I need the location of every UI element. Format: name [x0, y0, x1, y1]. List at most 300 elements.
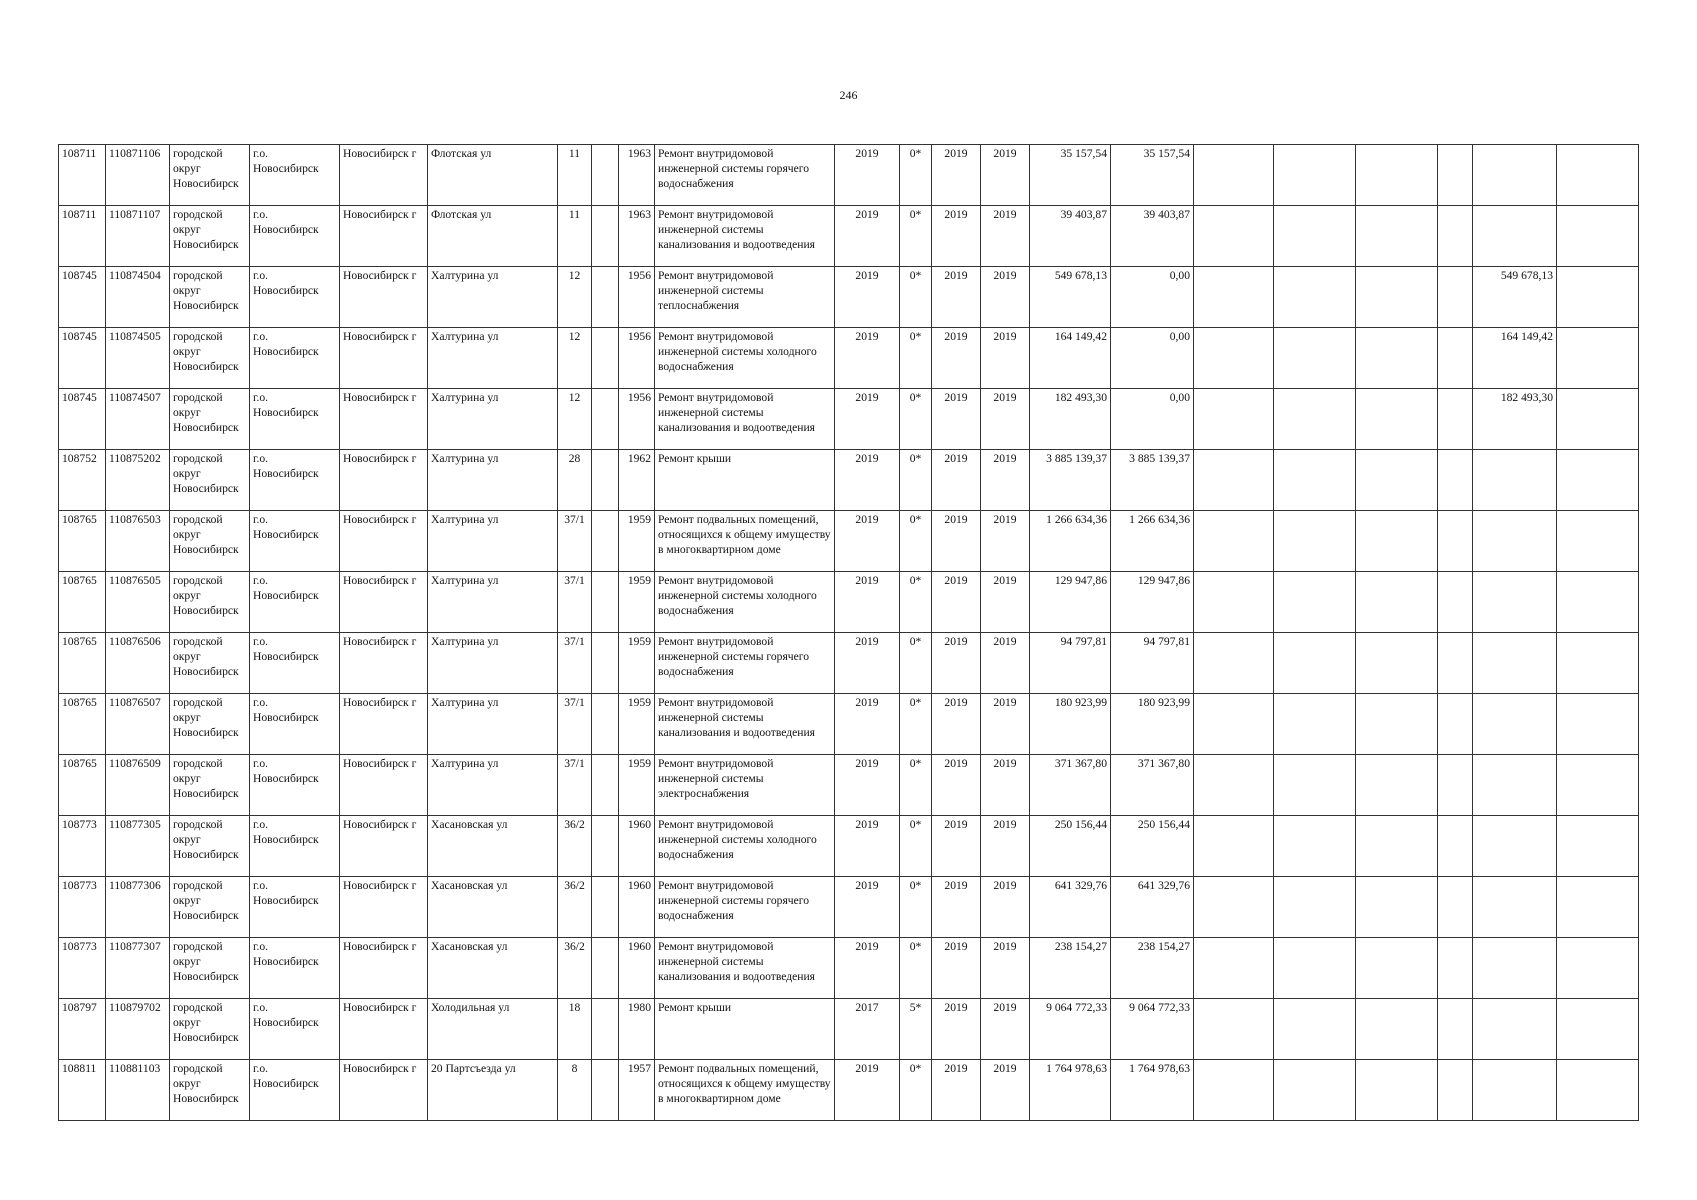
work-id-cell: 110877305: [106, 816, 170, 877]
cost-col-18-cell: [1274, 755, 1356, 816]
locality-cell: Новосибирск г: [340, 938, 428, 999]
construction-year-cell: 1956: [619, 267, 655, 328]
house-number-cell: 28: [558, 450, 592, 511]
start-year-cell: 2019: [932, 999, 981, 1060]
municipality-cell: городской округ Новосибирск: [170, 206, 250, 267]
work-id-cell: 110874507: [106, 389, 170, 450]
record-id-cell: 108765: [59, 511, 106, 572]
end-year-cell: 2019: [981, 877, 1030, 938]
record-id-cell: 108745: [59, 267, 106, 328]
work-type-cell: Ремонт внутридомовой инженерной системы канализования и водоотведения: [655, 389, 835, 450]
house-number-cell: 12: [558, 328, 592, 389]
construction-year-cell: 1959: [619, 755, 655, 816]
construction-year-cell: 1963: [619, 145, 655, 206]
locality-cell: Новосибирск г: [340, 145, 428, 206]
work-type-cell: Ремонт внутридомовой инженерной системы холодного водоснабжения: [655, 816, 835, 877]
municipality-cell: городской округ Новосибирск: [170, 389, 250, 450]
repair-registry-table: [58, 144, 1639, 1121]
cost-col-20-cell: [1438, 328, 1473, 389]
cost-col-20-cell: [1438, 572, 1473, 633]
start-year-cell: 2019: [932, 694, 981, 755]
municipal-district-cell: г.о. Новосибирск: [250, 572, 340, 633]
table-body: [59, 145, 1639, 1121]
start-year-cell: 2019: [932, 389, 981, 450]
start-year-cell: 2019: [932, 328, 981, 389]
building-cell: [592, 511, 619, 572]
total-cost-cell: 549 678,13: [1030, 267, 1111, 328]
cost-col-22-cell: [1557, 511, 1639, 572]
cost-col-19-cell: [1356, 633, 1438, 694]
planned-year-cell: 2019: [835, 206, 900, 267]
record-id-cell: 108773: [59, 938, 106, 999]
municipal-district-cell: г.о. Новосибирск: [250, 389, 340, 450]
end-year-cell: 2019: [981, 999, 1030, 1060]
street-cell: Халтурина ул: [428, 389, 558, 450]
construction-year-cell: 1956: [619, 328, 655, 389]
cost-col-20-cell: [1438, 877, 1473, 938]
cost-col-18-cell: [1274, 389, 1356, 450]
fund-cost-cell: 641 329,76: [1111, 877, 1194, 938]
cost-col-22-cell: [1557, 938, 1639, 999]
record-id-cell: 108765: [59, 755, 106, 816]
building-cell: [592, 267, 619, 328]
municipality-cell: городской округ Новосибирск: [170, 1060, 250, 1121]
house-number-cell: 37/1: [558, 755, 592, 816]
start-year-cell: 2019: [932, 877, 981, 938]
cost-col-17-cell: [1194, 633, 1274, 694]
municipal-district-cell: г.о. Новосибирск: [250, 145, 340, 206]
street-cell: Хасановская ул: [428, 938, 558, 999]
building-cell: [592, 572, 619, 633]
cost-col-19-cell: [1356, 145, 1438, 206]
house-number-cell: 12: [558, 389, 592, 450]
cost-col-22-cell: [1557, 145, 1639, 206]
rating-cell: 0*: [900, 694, 932, 755]
cost-col-18-cell: [1274, 328, 1356, 389]
end-year-cell: 2019: [981, 267, 1030, 328]
cost-col-18-cell: [1274, 816, 1356, 877]
fund-cost-cell: 371 367,80: [1111, 755, 1194, 816]
table-row: [59, 450, 1639, 511]
cost-col-18-cell: [1274, 999, 1356, 1060]
record-id-cell: 108811: [59, 1060, 106, 1121]
cost-col-19-cell: [1356, 267, 1438, 328]
municipality-cell: городской округ Новосибирск: [170, 572, 250, 633]
municipality-cell: городской округ Новосибирск: [170, 145, 250, 206]
street-cell: Холодильная ул: [428, 999, 558, 1060]
table-row: [59, 816, 1639, 877]
cost-col-17-cell: [1194, 389, 1274, 450]
owner-cost-cell: [1473, 206, 1557, 267]
municipality-cell: городской округ Новосибирск: [170, 816, 250, 877]
municipal-district-cell: г.о. Новосибирск: [250, 877, 340, 938]
cost-col-19-cell: [1356, 572, 1438, 633]
rating-cell: 0*: [900, 511, 932, 572]
end-year-cell: 2019: [981, 145, 1030, 206]
end-year-cell: 2019: [981, 755, 1030, 816]
house-number-cell: 36/2: [558, 938, 592, 999]
municipality-cell: городской округ Новосибирск: [170, 755, 250, 816]
cost-col-20-cell: [1438, 267, 1473, 328]
building-cell: [592, 755, 619, 816]
work-type-cell: Ремонт внутридомовой инженерной системы теплоснабжения: [655, 267, 835, 328]
municipality-cell: городской округ Новосибирск: [170, 938, 250, 999]
municipality-cell: городской округ Новосибирск: [170, 511, 250, 572]
end-year-cell: 2019: [981, 389, 1030, 450]
cost-col-19-cell: [1356, 877, 1438, 938]
end-year-cell: 2019: [981, 572, 1030, 633]
total-cost-cell: 129 947,86: [1030, 572, 1111, 633]
record-id-cell: 108711: [59, 206, 106, 267]
owner-cost-cell: [1473, 938, 1557, 999]
house-number-cell: 37/1: [558, 694, 592, 755]
rating-cell: 0*: [900, 206, 932, 267]
rating-cell: 0*: [900, 877, 932, 938]
cost-col-19-cell: [1356, 816, 1438, 877]
locality-cell: Новосибирск г: [340, 206, 428, 267]
cost-col-17-cell: [1194, 938, 1274, 999]
street-cell: 20 Партсъезда ул: [428, 1060, 558, 1121]
planned-year-cell: 2019: [835, 1060, 900, 1121]
locality-cell: Новосибирск г: [340, 450, 428, 511]
street-cell: Халтурина ул: [428, 572, 558, 633]
cost-col-17-cell: [1194, 206, 1274, 267]
construction-year-cell: 1960: [619, 938, 655, 999]
cost-col-19-cell: [1356, 206, 1438, 267]
rating-cell: 0*: [900, 389, 932, 450]
work-id-cell: 110871107: [106, 206, 170, 267]
end-year-cell: 2019: [981, 450, 1030, 511]
end-year-cell: 2019: [981, 328, 1030, 389]
work-type-cell: Ремонт внутридомовой инженерной системы горячего водоснабжения: [655, 877, 835, 938]
cost-col-22-cell: [1557, 694, 1639, 755]
street-cell: Хасановская ул: [428, 877, 558, 938]
planned-year-cell: 2019: [835, 511, 900, 572]
rating-cell: 0*: [900, 328, 932, 389]
total-cost-cell: 39 403,87: [1030, 206, 1111, 267]
total-cost-cell: 250 156,44: [1030, 816, 1111, 877]
street-cell: Хасановская ул: [428, 816, 558, 877]
planned-year-cell: 2019: [835, 694, 900, 755]
owner-cost-cell: [1473, 1060, 1557, 1121]
municipal-district-cell: г.о. Новосибирск: [250, 755, 340, 816]
cost-col-20-cell: [1438, 938, 1473, 999]
fund-cost-cell: 94 797,81: [1111, 633, 1194, 694]
house-number-cell: 11: [558, 145, 592, 206]
construction-year-cell: 1959: [619, 633, 655, 694]
work-type-cell: Ремонт подвальных помещений, относящихся к общему имуществу в многоквартирном доме: [655, 1060, 835, 1121]
cost-col-19-cell: [1356, 328, 1438, 389]
cost-col-20-cell: [1438, 999, 1473, 1060]
work-id-cell: 110874505: [106, 328, 170, 389]
municipal-district-cell: г.о. Новосибирск: [250, 267, 340, 328]
planned-year-cell: 2019: [835, 145, 900, 206]
municipality-cell: городской округ Новосибирск: [170, 877, 250, 938]
fund-cost-cell: 238 154,27: [1111, 938, 1194, 999]
cost-col-20-cell: [1438, 206, 1473, 267]
table-row: [59, 877, 1639, 938]
owner-cost-cell: 182 493,30: [1473, 389, 1557, 450]
cost-col-20-cell: [1438, 755, 1473, 816]
cost-col-22-cell: [1557, 755, 1639, 816]
table-row: [59, 755, 1639, 816]
work-type-cell: Ремонт крыши: [655, 999, 835, 1060]
planned-year-cell: 2019: [835, 877, 900, 938]
cost-col-18-cell: [1274, 450, 1356, 511]
table-row: [59, 267, 1639, 328]
cost-col-20-cell: [1438, 450, 1473, 511]
owner-cost-cell: 164 149,42: [1473, 328, 1557, 389]
planned-year-cell: 2019: [835, 389, 900, 450]
house-number-cell: 36/2: [558, 816, 592, 877]
municipal-district-cell: г.о. Новосибирск: [250, 999, 340, 1060]
municipal-district-cell: г.о. Новосибирск: [250, 1060, 340, 1121]
locality-cell: Новосибирск г: [340, 511, 428, 572]
work-id-cell: 110879702: [106, 999, 170, 1060]
end-year-cell: 2019: [981, 816, 1030, 877]
total-cost-cell: 371 367,80: [1030, 755, 1111, 816]
total-cost-cell: 35 157,54: [1030, 145, 1111, 206]
planned-year-cell: 2019: [835, 633, 900, 694]
owner-cost-cell: [1473, 755, 1557, 816]
work-type-cell: Ремонт внутридомовой инженерной системы электроснабжения: [655, 755, 835, 816]
locality-cell: Новосибирск г: [340, 999, 428, 1060]
start-year-cell: 2019: [932, 816, 981, 877]
cost-col-20-cell: [1438, 145, 1473, 206]
building-cell: [592, 389, 619, 450]
street-cell: Флотская ул: [428, 206, 558, 267]
cost-col-20-cell: [1438, 694, 1473, 755]
start-year-cell: 2019: [932, 267, 981, 328]
municipal-district-cell: г.о. Новосибирск: [250, 816, 340, 877]
work-id-cell: 110876506: [106, 633, 170, 694]
cost-col-22-cell: [1557, 1060, 1639, 1121]
cost-col-18-cell: [1274, 206, 1356, 267]
end-year-cell: 2019: [981, 206, 1030, 267]
record-id-cell: 108745: [59, 328, 106, 389]
municipal-district-cell: г.о. Новосибирск: [250, 206, 340, 267]
work-id-cell: 110875202: [106, 450, 170, 511]
cost-col-17-cell: [1194, 511, 1274, 572]
locality-cell: Новосибирск г: [340, 328, 428, 389]
locality-cell: Новосибирск г: [340, 694, 428, 755]
rating-cell: 0*: [900, 755, 932, 816]
locality-cell: Новосибирск г: [340, 389, 428, 450]
table-row: [59, 511, 1639, 572]
record-id-cell: 108711: [59, 145, 106, 206]
end-year-cell: 2019: [981, 633, 1030, 694]
municipality-cell: городской округ Новосибирск: [170, 267, 250, 328]
planned-year-cell: 2017: [835, 999, 900, 1060]
work-type-cell: Ремонт внутридомовой инженерной системы канализования и водоотведения: [655, 938, 835, 999]
work-id-cell: 110876509: [106, 755, 170, 816]
fund-cost-cell: 3 885 139,37: [1111, 450, 1194, 511]
rating-cell: 0*: [900, 145, 932, 206]
construction-year-cell: 1960: [619, 816, 655, 877]
house-number-cell: 37/1: [558, 633, 592, 694]
planned-year-cell: 2019: [835, 572, 900, 633]
house-number-cell: 37/1: [558, 511, 592, 572]
rating-cell: 0*: [900, 1060, 932, 1121]
cost-col-20-cell: [1438, 1060, 1473, 1121]
municipal-district-cell: г.о. Новосибирск: [250, 450, 340, 511]
total-cost-cell: 9 064 772,33: [1030, 999, 1111, 1060]
total-cost-cell: 180 923,99: [1030, 694, 1111, 755]
start-year-cell: 2019: [932, 633, 981, 694]
cost-col-19-cell: [1356, 1060, 1438, 1121]
cost-col-22-cell: [1557, 389, 1639, 450]
table-row: [59, 1060, 1639, 1121]
building-cell: [592, 328, 619, 389]
municipality-cell: городской округ Новосибирск: [170, 328, 250, 389]
work-id-cell: 110877307: [106, 938, 170, 999]
fund-cost-cell: 1 266 634,36: [1111, 511, 1194, 572]
cost-col-18-cell: [1274, 145, 1356, 206]
cost-col-17-cell: [1194, 145, 1274, 206]
municipal-district-cell: г.о. Новосибирск: [250, 328, 340, 389]
end-year-cell: 2019: [981, 694, 1030, 755]
fund-cost-cell: 1 764 978,63: [1111, 1060, 1194, 1121]
street-cell: Халтурина ул: [428, 328, 558, 389]
table-row: [59, 999, 1639, 1060]
municipality-cell: городской округ Новосибирск: [170, 633, 250, 694]
cost-col-20-cell: [1438, 816, 1473, 877]
record-id-cell: 108773: [59, 816, 106, 877]
planned-year-cell: 2019: [835, 328, 900, 389]
building-cell: [592, 816, 619, 877]
cost-col-22-cell: [1557, 450, 1639, 511]
street-cell: Флотская ул: [428, 145, 558, 206]
cost-col-17-cell: [1194, 877, 1274, 938]
work-type-cell: Ремонт подвальных помещений, относящихся к общему имуществу в многоквартирном доме: [655, 511, 835, 572]
construction-year-cell: 1959: [619, 572, 655, 633]
record-id-cell: 108765: [59, 572, 106, 633]
work-type-cell: Ремонт внутридомовой инженерной системы холодного водоснабжения: [655, 572, 835, 633]
building-cell: [592, 877, 619, 938]
work-id-cell: 110876505: [106, 572, 170, 633]
municipality-cell: городской округ Новосибирск: [170, 694, 250, 755]
rating-cell: 0*: [900, 938, 932, 999]
total-cost-cell: 1 266 634,36: [1030, 511, 1111, 572]
table-row: [59, 938, 1639, 999]
municipal-district-cell: г.о. Новосибирск: [250, 511, 340, 572]
owner-cost-cell: [1473, 511, 1557, 572]
street-cell: Халтурина ул: [428, 450, 558, 511]
house-number-cell: 37/1: [558, 572, 592, 633]
house-number-cell: 18: [558, 999, 592, 1060]
start-year-cell: 2019: [932, 206, 981, 267]
construction-year-cell: 1980: [619, 999, 655, 1060]
page-number: 246: [839, 88, 858, 102]
work-type-cell: Ремонт внутридомовой инженерной системы холодного водоснабжения: [655, 328, 835, 389]
locality-cell: Новосибирск г: [340, 572, 428, 633]
street-cell: Халтурина ул: [428, 755, 558, 816]
street-cell: Халтурина ул: [428, 633, 558, 694]
cost-col-17-cell: [1194, 328, 1274, 389]
start-year-cell: 2019: [932, 572, 981, 633]
construction-year-cell: 1962: [619, 450, 655, 511]
cost-col-17-cell: [1194, 1060, 1274, 1121]
owner-cost-cell: [1473, 999, 1557, 1060]
work-id-cell: 110877306: [106, 877, 170, 938]
start-year-cell: 2019: [932, 450, 981, 511]
house-number-cell: 36/2: [558, 877, 592, 938]
end-year-cell: 2019: [981, 938, 1030, 999]
cost-col-22-cell: [1557, 633, 1639, 694]
cost-col-18-cell: [1274, 511, 1356, 572]
start-year-cell: 2019: [932, 1060, 981, 1121]
cost-col-17-cell: [1194, 999, 1274, 1060]
fund-cost-cell: 129 947,86: [1111, 572, 1194, 633]
cost-col-17-cell: [1194, 572, 1274, 633]
record-id-cell: 108797: [59, 999, 106, 1060]
work-id-cell: 110871106: [106, 145, 170, 206]
cost-col-19-cell: [1356, 511, 1438, 572]
owner-cost-cell: [1473, 572, 1557, 633]
locality-cell: Новосибирск г: [340, 816, 428, 877]
owner-cost-cell: [1473, 694, 1557, 755]
cost-col-22-cell: [1557, 206, 1639, 267]
municipal-district-cell: г.о. Новосибирск: [250, 633, 340, 694]
cost-col-18-cell: [1274, 267, 1356, 328]
cost-col-20-cell: [1438, 511, 1473, 572]
record-id-cell: 108765: [59, 633, 106, 694]
owner-cost-cell: [1473, 816, 1557, 877]
cost-col-17-cell: [1194, 450, 1274, 511]
work-type-cell: Ремонт внутридомовой инженерной системы горячего водоснабжения: [655, 633, 835, 694]
fund-cost-cell: 35 157,54: [1111, 145, 1194, 206]
building-cell: [592, 633, 619, 694]
start-year-cell: 2019: [932, 938, 981, 999]
municipality-cell: городской округ Новосибирск: [170, 999, 250, 1060]
locality-cell: Новосибирск г: [340, 755, 428, 816]
rating-cell: 0*: [900, 816, 932, 877]
table-row: [59, 145, 1639, 206]
work-id-cell: 110881103: [106, 1060, 170, 1121]
work-type-cell: Ремонт крыши: [655, 450, 835, 511]
locality-cell: Новосибирск г: [340, 267, 428, 328]
street-cell: Халтурина ул: [428, 267, 558, 328]
total-cost-cell: 164 149,42: [1030, 328, 1111, 389]
construction-year-cell: 1956: [619, 389, 655, 450]
total-cost-cell: 182 493,30: [1030, 389, 1111, 450]
building-cell: [592, 999, 619, 1060]
cost-col-17-cell: [1194, 755, 1274, 816]
record-id-cell: 108745: [59, 389, 106, 450]
work-type-cell: Ремонт внутридомовой инженерной системы горячего водоснабжения: [655, 145, 835, 206]
total-cost-cell: 238 154,27: [1030, 938, 1111, 999]
fund-cost-cell: 39 403,87: [1111, 206, 1194, 267]
fund-cost-cell: 0,00: [1111, 328, 1194, 389]
planned-year-cell: 2019: [835, 938, 900, 999]
end-year-cell: 2019: [981, 1060, 1030, 1121]
house-number-cell: 12: [558, 267, 592, 328]
record-id-cell: 108773: [59, 877, 106, 938]
cost-col-19-cell: [1356, 450, 1438, 511]
cost-col-17-cell: [1194, 694, 1274, 755]
municipal-district-cell: г.о. Новосибирск: [250, 938, 340, 999]
owner-cost-cell: [1473, 145, 1557, 206]
planned-year-cell: 2019: [835, 450, 900, 511]
table-row: [59, 694, 1639, 755]
cost-col-18-cell: [1274, 1060, 1356, 1121]
work-type-cell: Ремонт внутридомовой инженерной системы канализования и водоотведения: [655, 206, 835, 267]
fund-cost-cell: 250 156,44: [1111, 816, 1194, 877]
building-cell: [592, 145, 619, 206]
cost-col-18-cell: [1274, 572, 1356, 633]
locality-cell: Новосибирск г: [340, 1060, 428, 1121]
building-cell: [592, 1060, 619, 1121]
